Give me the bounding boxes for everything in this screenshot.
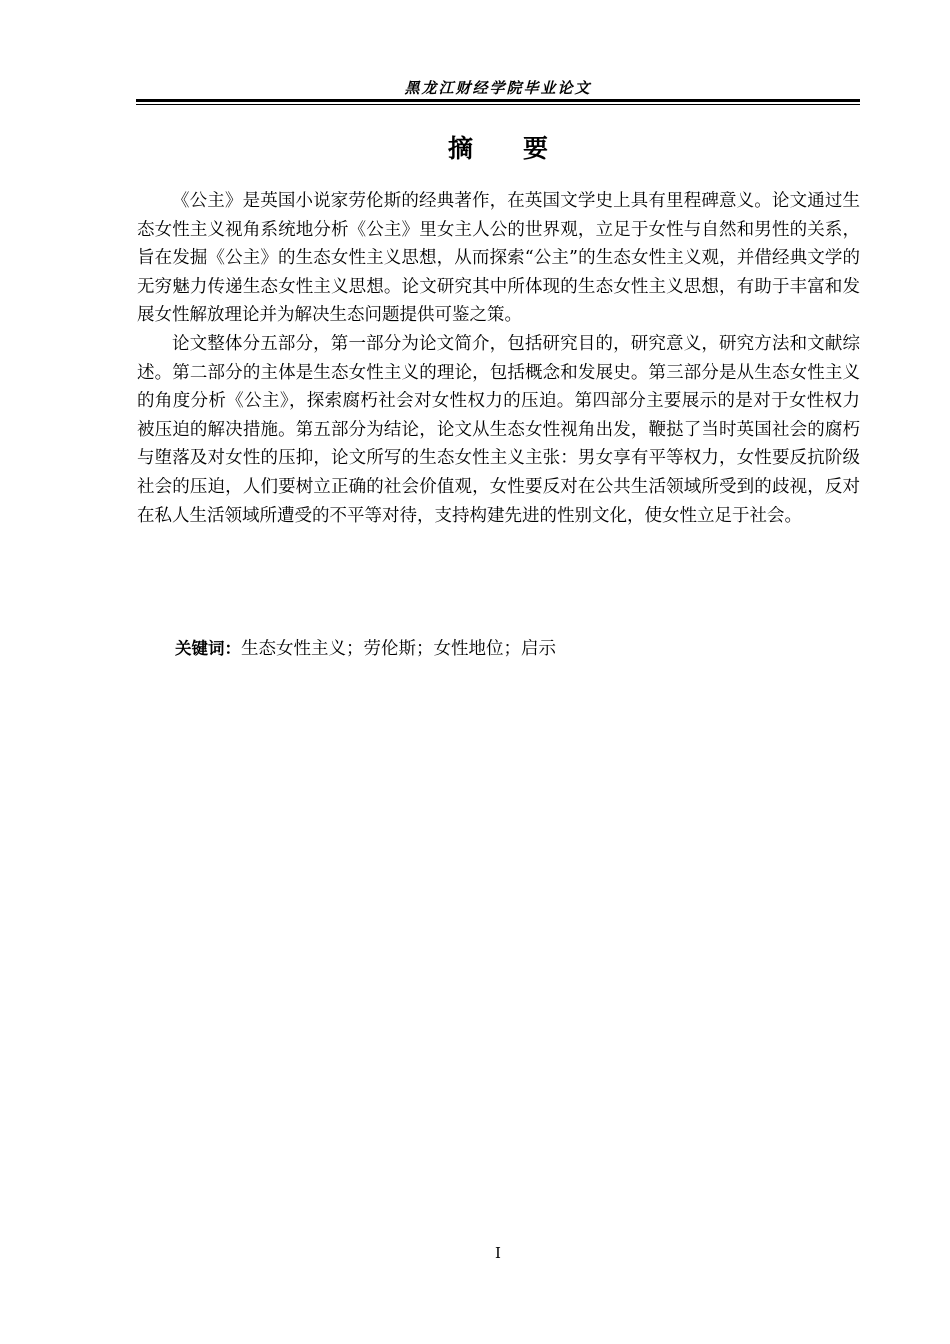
abstract-paragraph-2: 论文整体分五部分，第一部分为论文简介，包括研究目的，研究意义，研究方法和文献综述。第二部分的主体是生态女性主义的理论，包括概念和发展史。第三部分是从生态女性主义的角度分析《公主》，探索腐朽社会对女性权力的压迫。第四部分主要展示的是对于女性权力被压迫的解决措施。第五部分为结论，论文从生态女性视角出发，鞭挞了当时英国社会的腐朽与堕落及对女性的压抑，论文所写的生态女性主义主张：男女享有平等权力，女性要反抗阶级社会的压迫，人们要树立正确的社会价值观，女性要反对在公共生活领域所受到的歧视，反对在私人生活领域所遭受的不平等对待，支持构建先进的性别文化，使女性立足于社会。 bbox=[137, 333, 860, 526]
header-rule-thick bbox=[136, 99, 860, 102]
keywords-line bbox=[175, 636, 855, 662]
keywords-label: 关键词： bbox=[175, 639, 241, 658]
abstract-title bbox=[136, 132, 860, 166]
keywords-value: 生态女性主义；劳伦斯；女性地位；启示 bbox=[241, 639, 556, 659]
abstract-paragraph-1: 《公主》是英国小说家劳伦斯的经典著作，在英国文学史上具有里程碑意义。论文通过生态女性主义视角系统地分析《公主》里女主人公的世界观，立足于女性与自然和男性的关系，旨在发掘《公主》的生态女性主义思想，从而探索“公主”的生态女性主义观，并借经典文学的无穷魅力传递生态女性主义思想。论文研究其中所体现的生态女性主义思想，有助于丰富和发展女性解放理论并为解决生态问题提供可鉴之策。 bbox=[137, 191, 860, 326]
abstract-title-char-2: 要 bbox=[523, 134, 549, 163]
page-number: I bbox=[495, 1244, 501, 1262]
abstract-title-char-1: 摘 bbox=[447, 134, 473, 163]
abstract-body bbox=[137, 187, 860, 530]
running-header: 黑龙江财经学院毕业论文 bbox=[404, 79, 592, 97]
header-double-rule bbox=[136, 99, 860, 105]
header-rule-thin bbox=[136, 104, 860, 105]
